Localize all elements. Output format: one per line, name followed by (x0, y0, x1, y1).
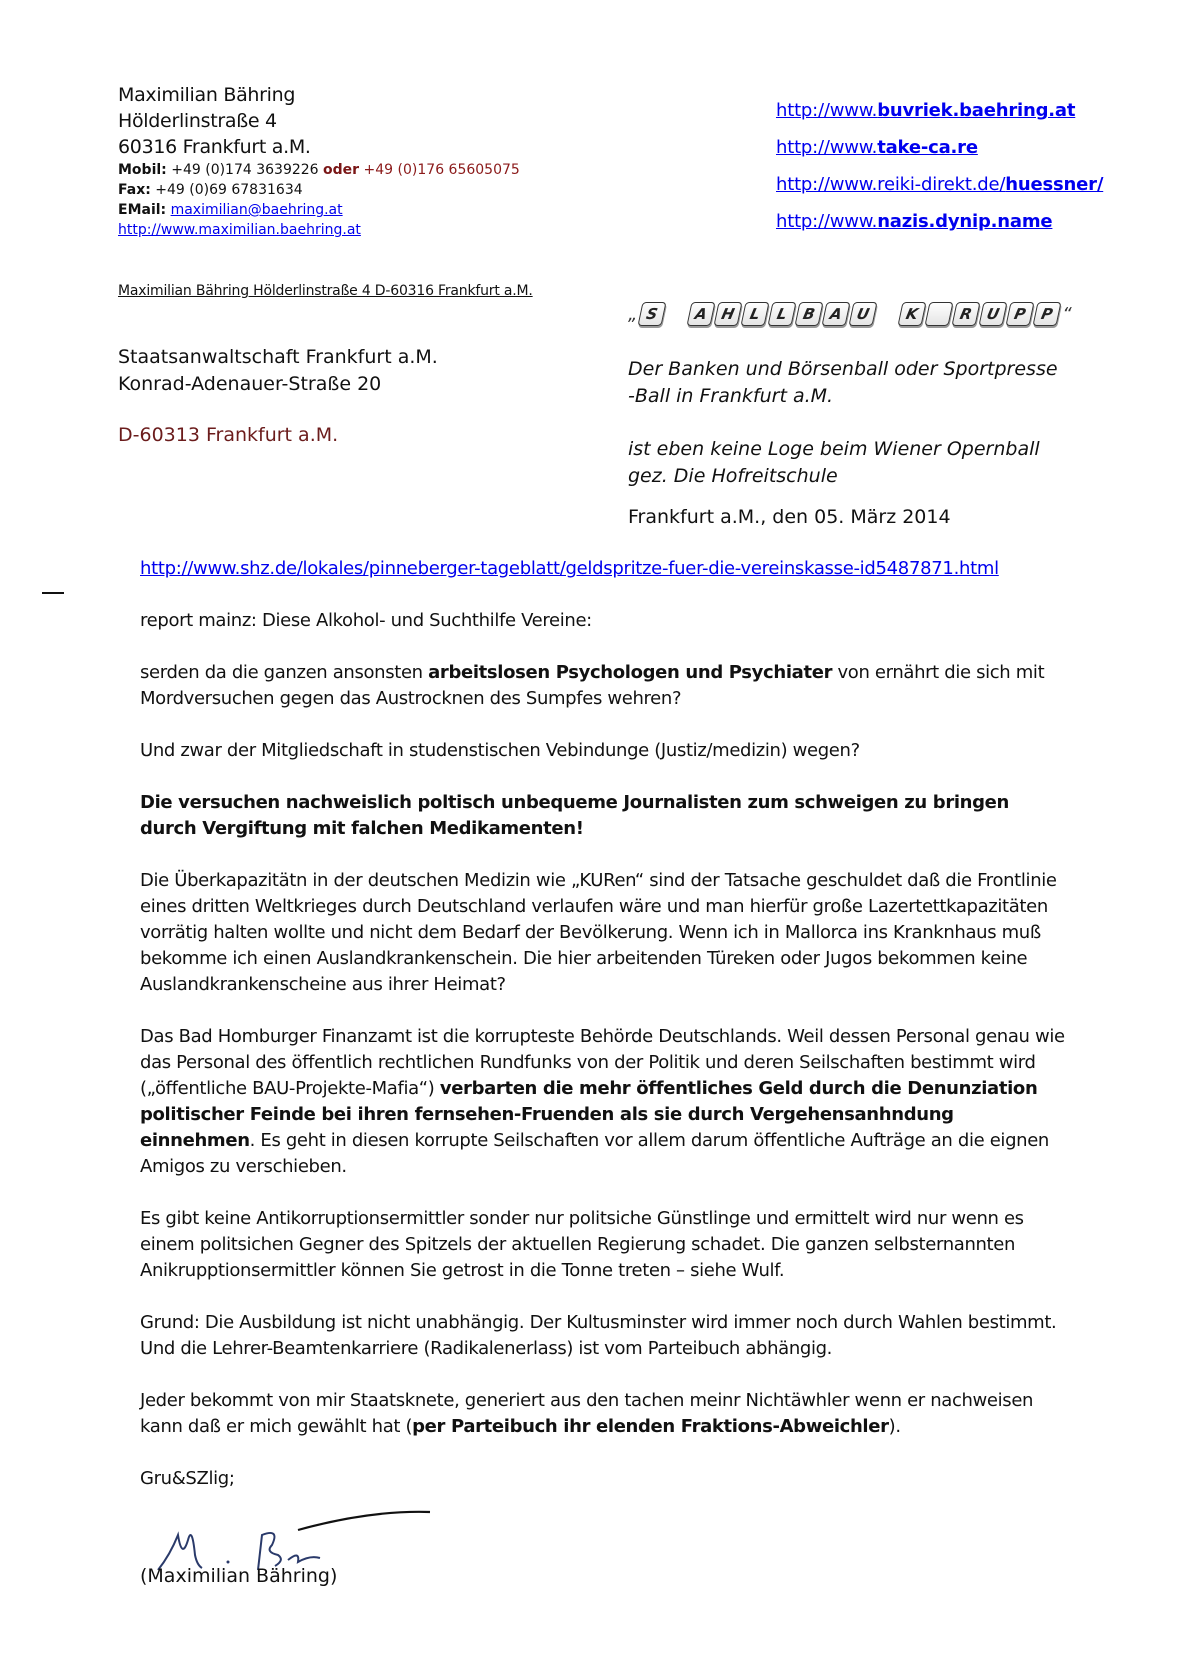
recipient-line-2: Konrad-Adenauer-Straße 20 (118, 373, 382, 395)
email-link[interactable]: maximilian@baehring.at (170, 202, 343, 218)
letter-tile: H (714, 302, 743, 326)
paragraph: report mainz: Diese Alkohol- und Suchthilfe Vereine: (140, 610, 592, 631)
letter-tile: A (687, 302, 716, 326)
paragraph: serden da die ganzen ansonsten arbeitslosen Psychologen und Psychiater von ernährt die sich mit Mordversuchen gegen das Austrocknen des Sumpfes wehren? (140, 662, 1045, 709)
letter-tile: L (741, 302, 770, 326)
web-link-reiki[interactable]: http://www.reiki-direkt.de/huessner/ (776, 174, 1104, 195)
article-link[interactable]: http://www.shz.de/lokales/pinneberger-tageblatt/geldspritze-fuer-die-vereinskasse-id5487871.html (140, 558, 999, 579)
sender-block (118, 82, 520, 240)
paragraph-bold: Die versuchen nachweislich poltisch unbequeme Journalisten zum schweigen zu bringen durch Vergiftung mit falchen Medikamenten! (140, 792, 1009, 839)
web-link-buvriek[interactable]: http://www.buvriek.baehring.at (776, 100, 1076, 121)
fax-number: +49 (0)69 67831634 (155, 182, 303, 198)
letter-tile: L (768, 302, 797, 326)
return-address: Maximilian Bähring Hölderlinstraße 4 D-60316 Frankfurt a.M. (118, 283, 533, 299)
letter-tile: U (849, 302, 878, 326)
letter-tile: R (952, 302, 981, 326)
letter-tile: S (638, 302, 667, 326)
recipient-address (118, 344, 438, 398)
recipient-line-1: Staatsanwaltschaft Frankfurt a.M. (118, 346, 438, 368)
motto-block (628, 356, 1058, 516)
fax-label: Fax: (118, 182, 151, 198)
paragraph: Jeder bekommt von mir Staatsknete, generiert aus den tachen meinr Nichtäwhler wenn er nachweisen kann daß er mich gewählt hat (per Parteibuch ihr elenden Fraktions-Abweichler). (140, 1390, 1034, 1437)
letter-tile: A (822, 302, 851, 326)
fold-mark (42, 592, 64, 594)
email-label: EMail: (118, 202, 167, 218)
mobile-label: Mobil: (118, 162, 167, 178)
sender-email (118, 200, 520, 220)
letter-body (140, 608, 1070, 1518)
tile-banner (628, 302, 1072, 326)
web-links (776, 92, 1103, 240)
sender-street: Hölderlinstraße 4 (118, 110, 277, 132)
paragraph: Das Bad Homburger Finanzamt ist die korrupteste Behörde Deutschlands. Weil dessen Personal genau wie das Personal des öffentlich rechtlichen Rundfunks von der Politik und deren Seilschaften bestimmt wird („öffentliche BAU-Projekte-Mafia“) verbarten die mehr öffentliches Geld durch die Denunziation politischer Feinde bei ihren fernsehen-Fruenden als sie durch Vergehensanhndung einnehmen. Es geht in diesen korrupte Seilschaften vor allem darum öffentliche Aufträge an die eignen Amigos zu verschieben. (140, 1026, 1065, 1177)
sender-name: Maximilian Bähring (118, 84, 296, 106)
recipient-city: D-60313 Frankfurt a.M. (118, 424, 339, 446)
letter-tile: K (898, 302, 927, 326)
motto-line-1: Der Banken und Börsenball oder Sportpresse (628, 358, 1058, 380)
motto-line-3: ist eben keine Loge beim Wiener Opernball (628, 438, 1040, 460)
website-link[interactable]: http://www.maximilian.baehring.at (118, 222, 361, 238)
paragraph: Die Überkapazitätn in der deutschen Medizin wie „KURen“ sind der Tatsache geschuldet daß die Frontlinie eines dritten Weltkrieges durch Deutschland verlaufen wäre und man hierfür große Lazertettkapazitäten vorrätig halten wollte und nicht dem Bedarf der Bevölkerung. Wenn ich in Mallorca ins Kranknhaus muß bekomme ich einen Auslandkrankenschein. Die hier arbeitenden Türeken oder Jugos bekommen keine Auslandkrankenscheine aus ihrer Heimat? (140, 870, 1057, 995)
mobile-or: oder (323, 162, 360, 178)
web-link-nazis-dynip[interactable]: http://www.nazis.dynip.name (776, 211, 1053, 232)
closing: Gru&SZlig; (140, 1468, 235, 1489)
signature-name: (Maximilian Bähring) (140, 1565, 338, 1587)
letter-tile: U (979, 302, 1008, 326)
paragraph: Grund: Die Ausbildung ist nicht unabhängig. Der Kultusminster wird immer noch durch Wahlen bestimmt. Und die Lehrer-Beamtenkarriere (Radikalenerlass) ist vom Parteibuch abhängig. (140, 1312, 1057, 1359)
close-quote: “ (1062, 303, 1072, 325)
sender-city: 60316 Frankfurt a.M. (118, 136, 311, 158)
mobile-number-2: +49 (0)176 65605075 (363, 162, 520, 178)
letter-tile: P (1033, 302, 1062, 326)
paragraph: Es gibt keine Antikorruptionsermittler sonder nur politsiche Günstlinge und ermittelt wird nur wenn es einem politsichen Gegner des Spitzels der aktuellen Regierung schadet. Die ganzen selbsternannten Anikrupptionsermittler können Sie getrost in die Tonne treten – siehe Wulf. (140, 1208, 1024, 1281)
letter-date: Frankfurt a.M., den 05. März 2014 (628, 506, 951, 528)
sender-fax (118, 180, 520, 200)
open-quote: „ (628, 303, 638, 325)
motto-line-4: gez. Die Hofreitschule (628, 465, 838, 487)
letter-tile-blank (925, 302, 954, 326)
paragraph: Und zwar der Mitgliedschaft in studenstischen Vebindunge (Justiz/medizin) wegen? (140, 740, 860, 761)
motto-line-2: -Ball in Frankfurt a.M. (628, 385, 834, 407)
sender-mobile (118, 160, 520, 180)
web-link-take-care[interactable]: http://www.take-ca.re (776, 137, 978, 158)
letter-tile: P (1006, 302, 1035, 326)
mobile-number-1: +49 (0)174 3639226 (171, 162, 319, 178)
letter-tile: B (795, 302, 824, 326)
